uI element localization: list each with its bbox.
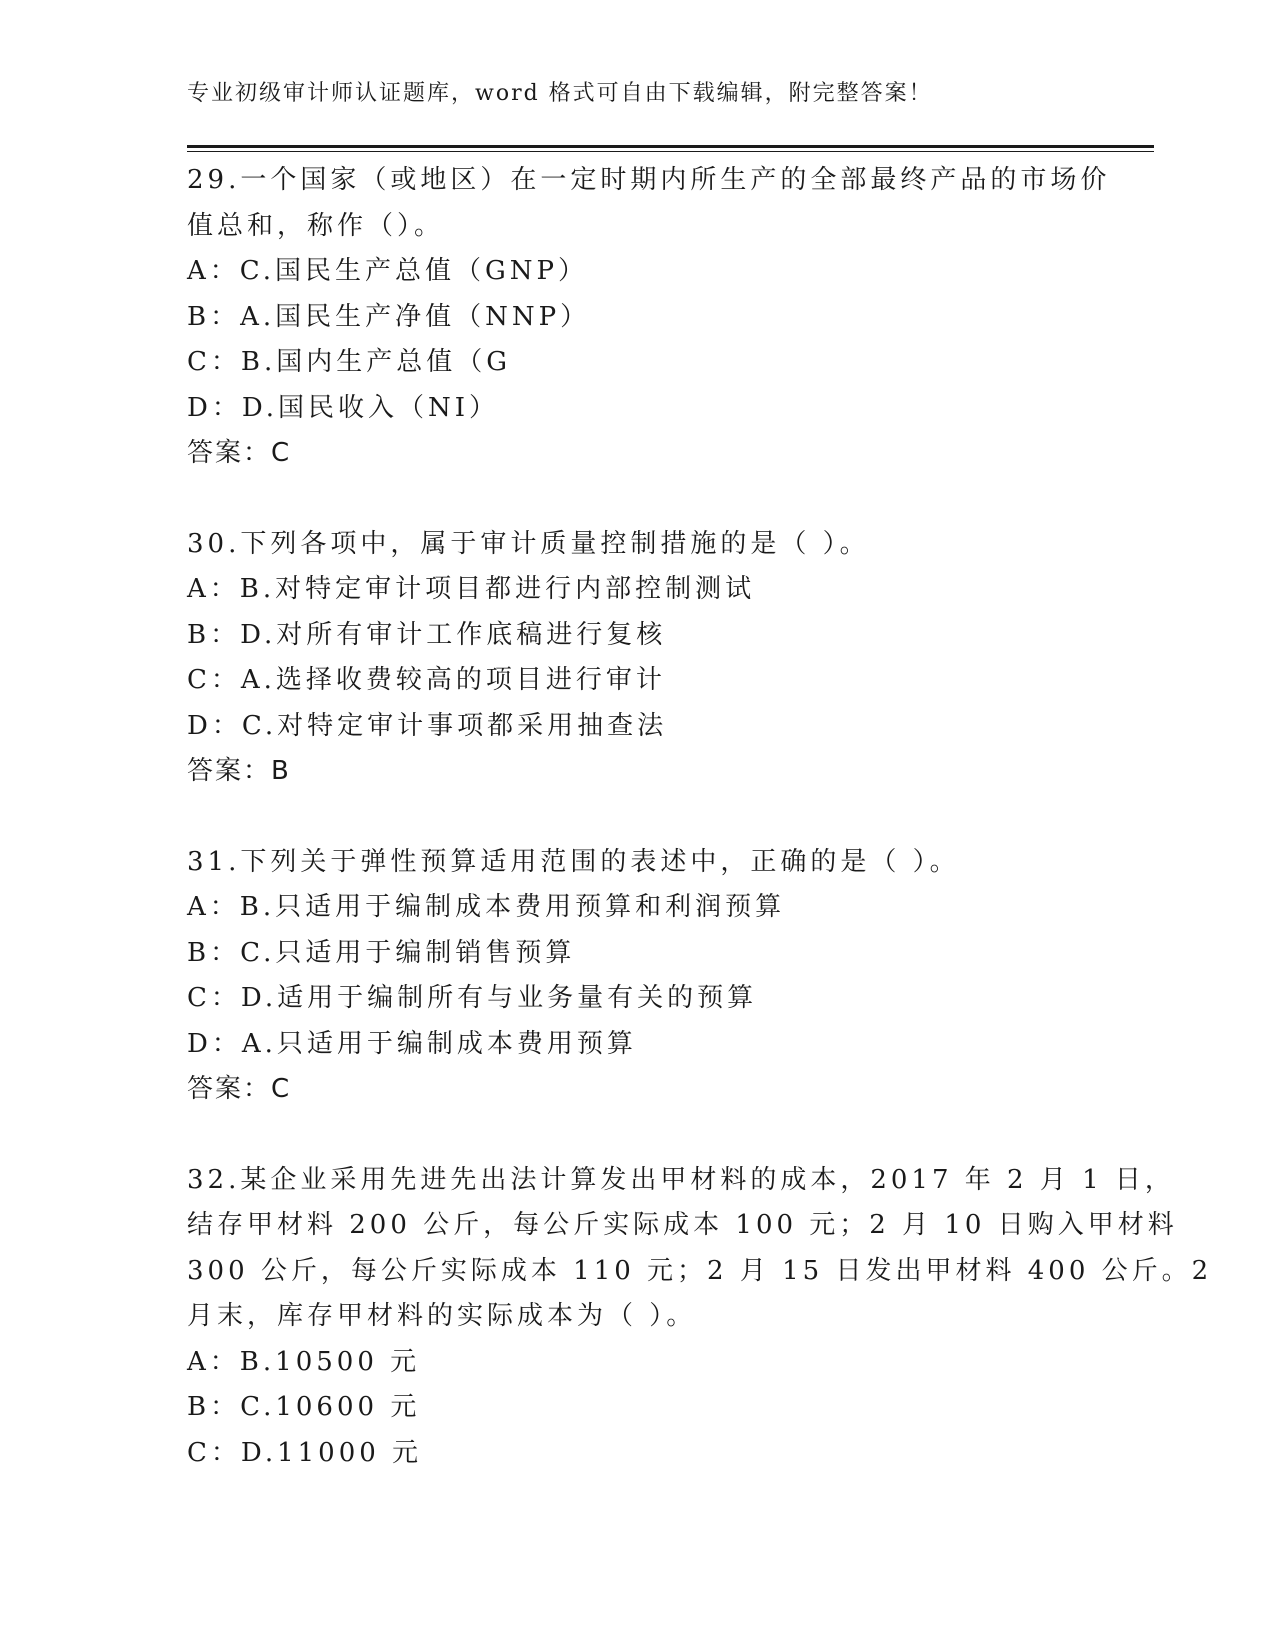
option-d: D：C.对特定审计事项都采用抽查法 [187,710,668,741]
option-d: D：D.国民收入（NI） [187,392,500,423]
header-rule-thick [187,145,1154,148]
option-b: B：D.对所有审计工作底稿进行复核 [187,619,667,650]
option-d: D：A.只适用于编制成本费用预算 [187,1028,637,1059]
question-stem: 结存甲材料 200 公斤，每公斤实际成本 100 元；2 月 10 日购入甲材料 [187,1210,1178,1240]
spacer [187,477,1087,522]
option-c: C：D.11000 元 [187,1437,423,1468]
option-c: C：D.适用于编制所有与业务量有关的预算 [187,983,758,1013]
option-b: B：C.10600 元 [187,1392,421,1422]
question-31 [187,840,1087,1113]
question-stem: 300 公斤，每公斤实际成本 110 元；2 月 15 日发出甲材料 400 公斤。2 [187,1255,1213,1286]
option-c: C：A.选择收费较高的项目进行审计 [187,665,666,695]
question-stem: 30.下列各项中，属于审计质量控制措施的是（ ）。 [187,528,870,559]
option-c: C：B.国内生产总值（G [187,347,512,377]
question-32 [187,1158,1213,1477]
question-list [187,158,1213,1476]
option-a: A：B.10500 元 [187,1346,421,1377]
question-stem: 值总和，称作（）。 [187,210,445,241]
answer-line: 答案：C [187,438,292,468]
spacer [187,795,1087,840]
option-b: B：A.国民生产净值（NNP） [187,301,591,332]
page-header: 专业初级审计师认证题库，word 格式可自由下载编辑，附完整答案！ [187,81,933,106]
question-29 [187,158,1111,477]
option-a: A：C.国民生产总值（GNP） [187,256,589,286]
option-b: B：C.只适用于编制销售预算 [187,937,576,968]
option-a: A：B.只适用于编制成本费用预算和利润预算 [187,892,786,922]
header-rule-thin [187,151,1154,152]
answer-line: 答案：C [187,1074,292,1104]
spacer [187,1113,1087,1158]
question-30 [187,522,1087,795]
question-stem: 月末，库存甲材料的实际成本为（ ）。 [187,1301,697,1331]
question-stem: 31.下列关于弹性预算适用范围的表述中，正确的是（ ）。 [187,846,960,877]
answer-line: 答案：B [187,756,291,786]
option-a: A：B.对特定审计项目都进行内部控制测试 [187,574,756,604]
question-stem: 32.某企业采用先进先出法计算发出甲材料的成本，2017 年 2 月 1 日， [187,1164,1175,1195]
question-stem: 29.一个国家（或地区）在一定时期内所生产的全部最终产品的市场价 [187,165,1111,195]
